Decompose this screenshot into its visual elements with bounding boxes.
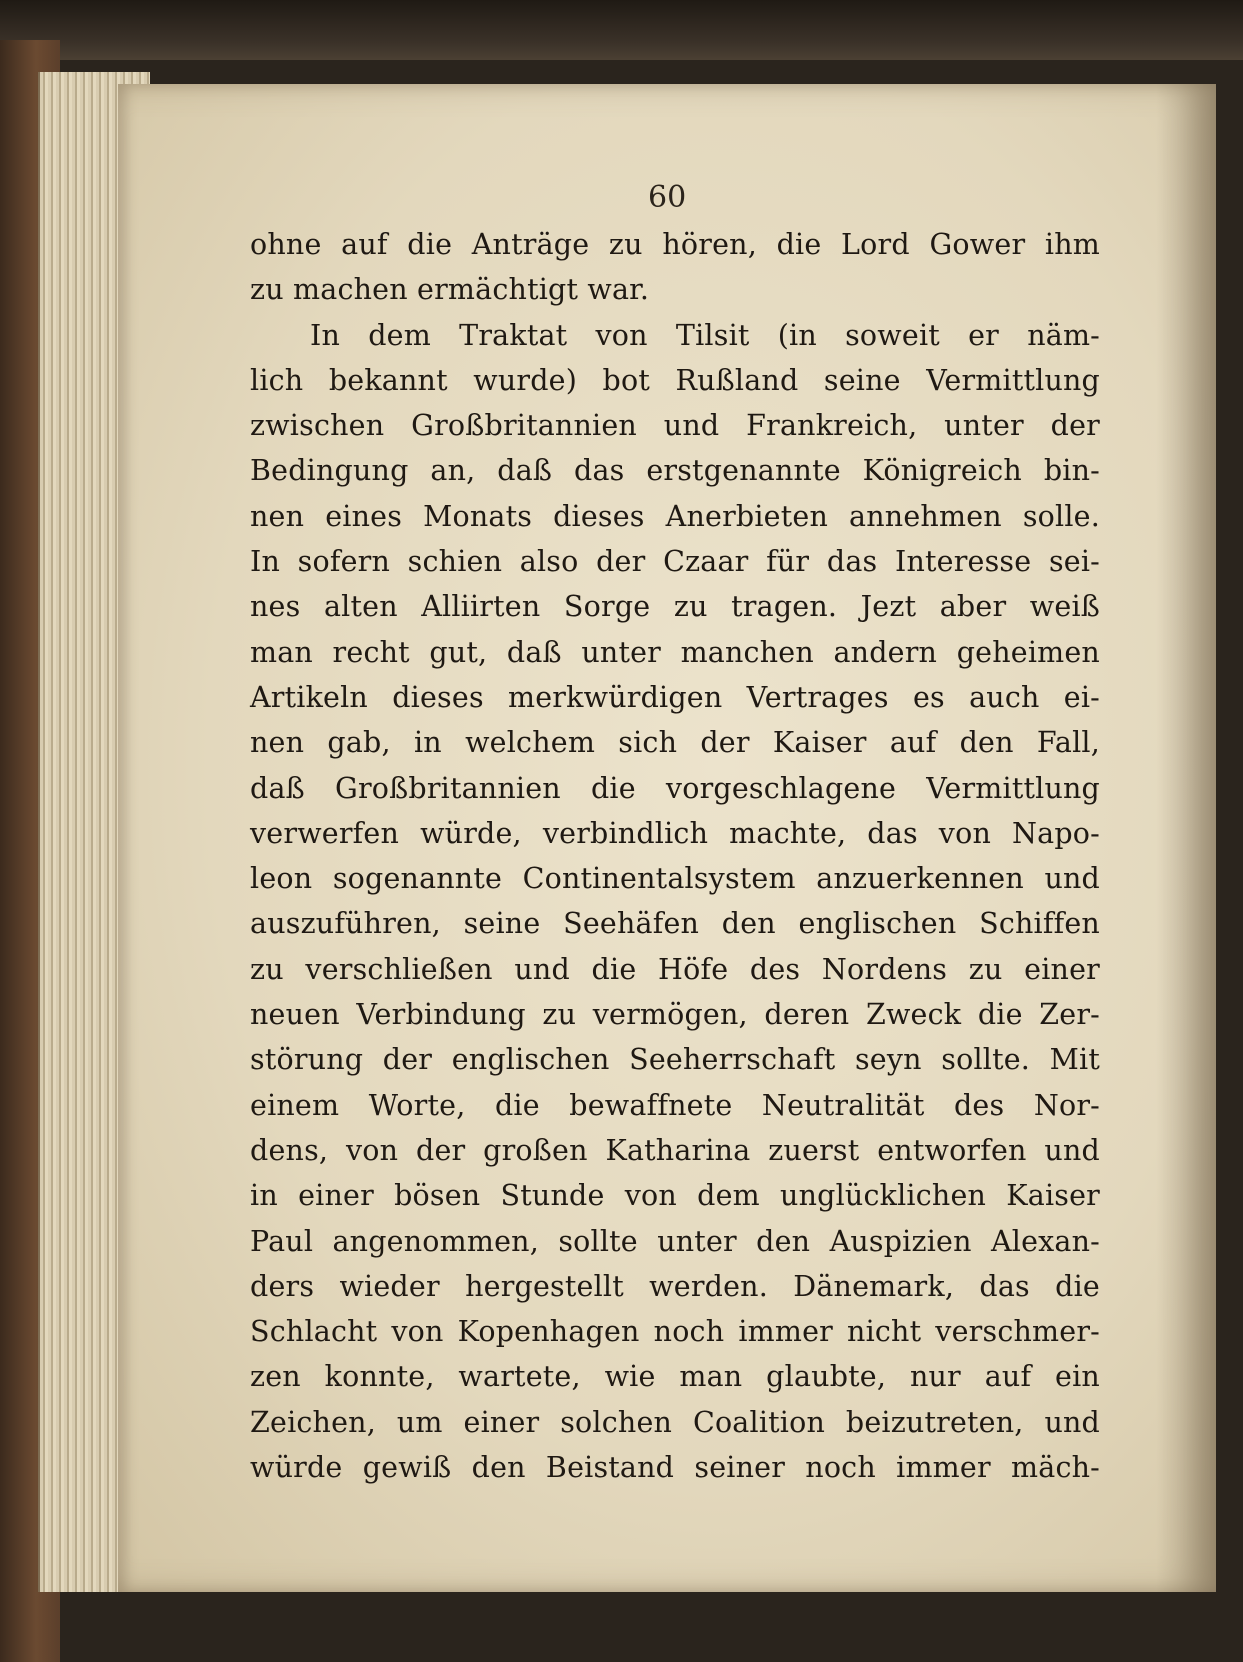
text-line: zwischen Großbritannien und Frankreich, unter der xyxy=(250,409,1100,443)
page-number: 60 xyxy=(648,180,687,215)
text-line: Artikeln dieses merkwürdigen Vertrages es auch ei- xyxy=(250,680,1100,714)
book-page xyxy=(118,84,1216,1592)
text-line: Zeichen, um einer solchen Coalition beizutreten, und xyxy=(250,1405,1100,1439)
body-text xyxy=(250,222,1100,1490)
text-line: zu verschließen und die Höfe des Nordens zu einer xyxy=(250,952,1100,986)
text-line: würde gewiß den Beistand seiner noch immer mäch- xyxy=(250,1451,1100,1485)
text-line: nen gab, in welchem sich der Kaiser auf den Fall, xyxy=(250,726,1100,760)
text-line: neuen Verbindung zu vermögen, deren Zweck die Zer- xyxy=(250,998,1100,1032)
scan-background-top xyxy=(0,0,1243,60)
text-line: In sofern schien also der Czaar für das Interesse sei- xyxy=(250,545,1100,579)
text-line: daß Großbritannien die vorgeschlagene Vermittlung xyxy=(250,771,1100,805)
text-line: In dem Traktat von Tilsit (in soweit er näm- xyxy=(310,318,1100,352)
text-line: nen eines Monats dieses Anerbieten annehmen solle. xyxy=(250,499,1100,533)
text-line: dens, von der großen Katharina zuerst entworfen und xyxy=(250,1133,1100,1167)
text-line: lich bekannt wurde) bot Rußland seine Vermittlung xyxy=(250,363,1100,397)
text-line: ders wieder hergestellt werden. Dänemark, das die xyxy=(250,1269,1100,1303)
text-line: in einer bösen Stunde von dem unglücklichen Kaiser xyxy=(250,1179,1100,1213)
text-line: auszuführen, seine Seehäfen den englischen Schiffen xyxy=(250,907,1100,941)
text-line: man recht gut, daß unter manchen andern geheimen xyxy=(250,635,1100,669)
text-line: leon sogenannte Continentalsystem anzuerkennen und xyxy=(250,862,1100,896)
text-line: einem Worte, die bewaffnete Neutralität des Nor- xyxy=(250,1088,1100,1122)
text-line: ohne auf die Anträge zu hören, die Lord Gower ihm xyxy=(250,228,1100,261)
text-line: verwerfen würde, verbindlich machte, das von Napo- xyxy=(250,816,1100,850)
text-line: zu machen ermächtigt war. xyxy=(250,273,650,307)
text-line: Paul angenommen, sollte unter den Auspizien Alexan- xyxy=(250,1224,1100,1258)
text-line: nes alten Alliirten Sorge zu tragen. Jezt aber weiß xyxy=(250,590,1100,624)
page-gutter-shadow xyxy=(1156,84,1216,1592)
text-line: Schlacht von Kopenhagen noch immer nicht verschmer- xyxy=(250,1315,1100,1349)
text-line: störung der englischen Seeherrschaft seyn sollte. Mit xyxy=(250,1043,1100,1077)
text-line: zen konnte, wartete, wie man glaubte, nur auf ein xyxy=(250,1360,1100,1394)
text-line: Bedingung an, daß das erstgenannte Königreich bin- xyxy=(250,454,1100,488)
